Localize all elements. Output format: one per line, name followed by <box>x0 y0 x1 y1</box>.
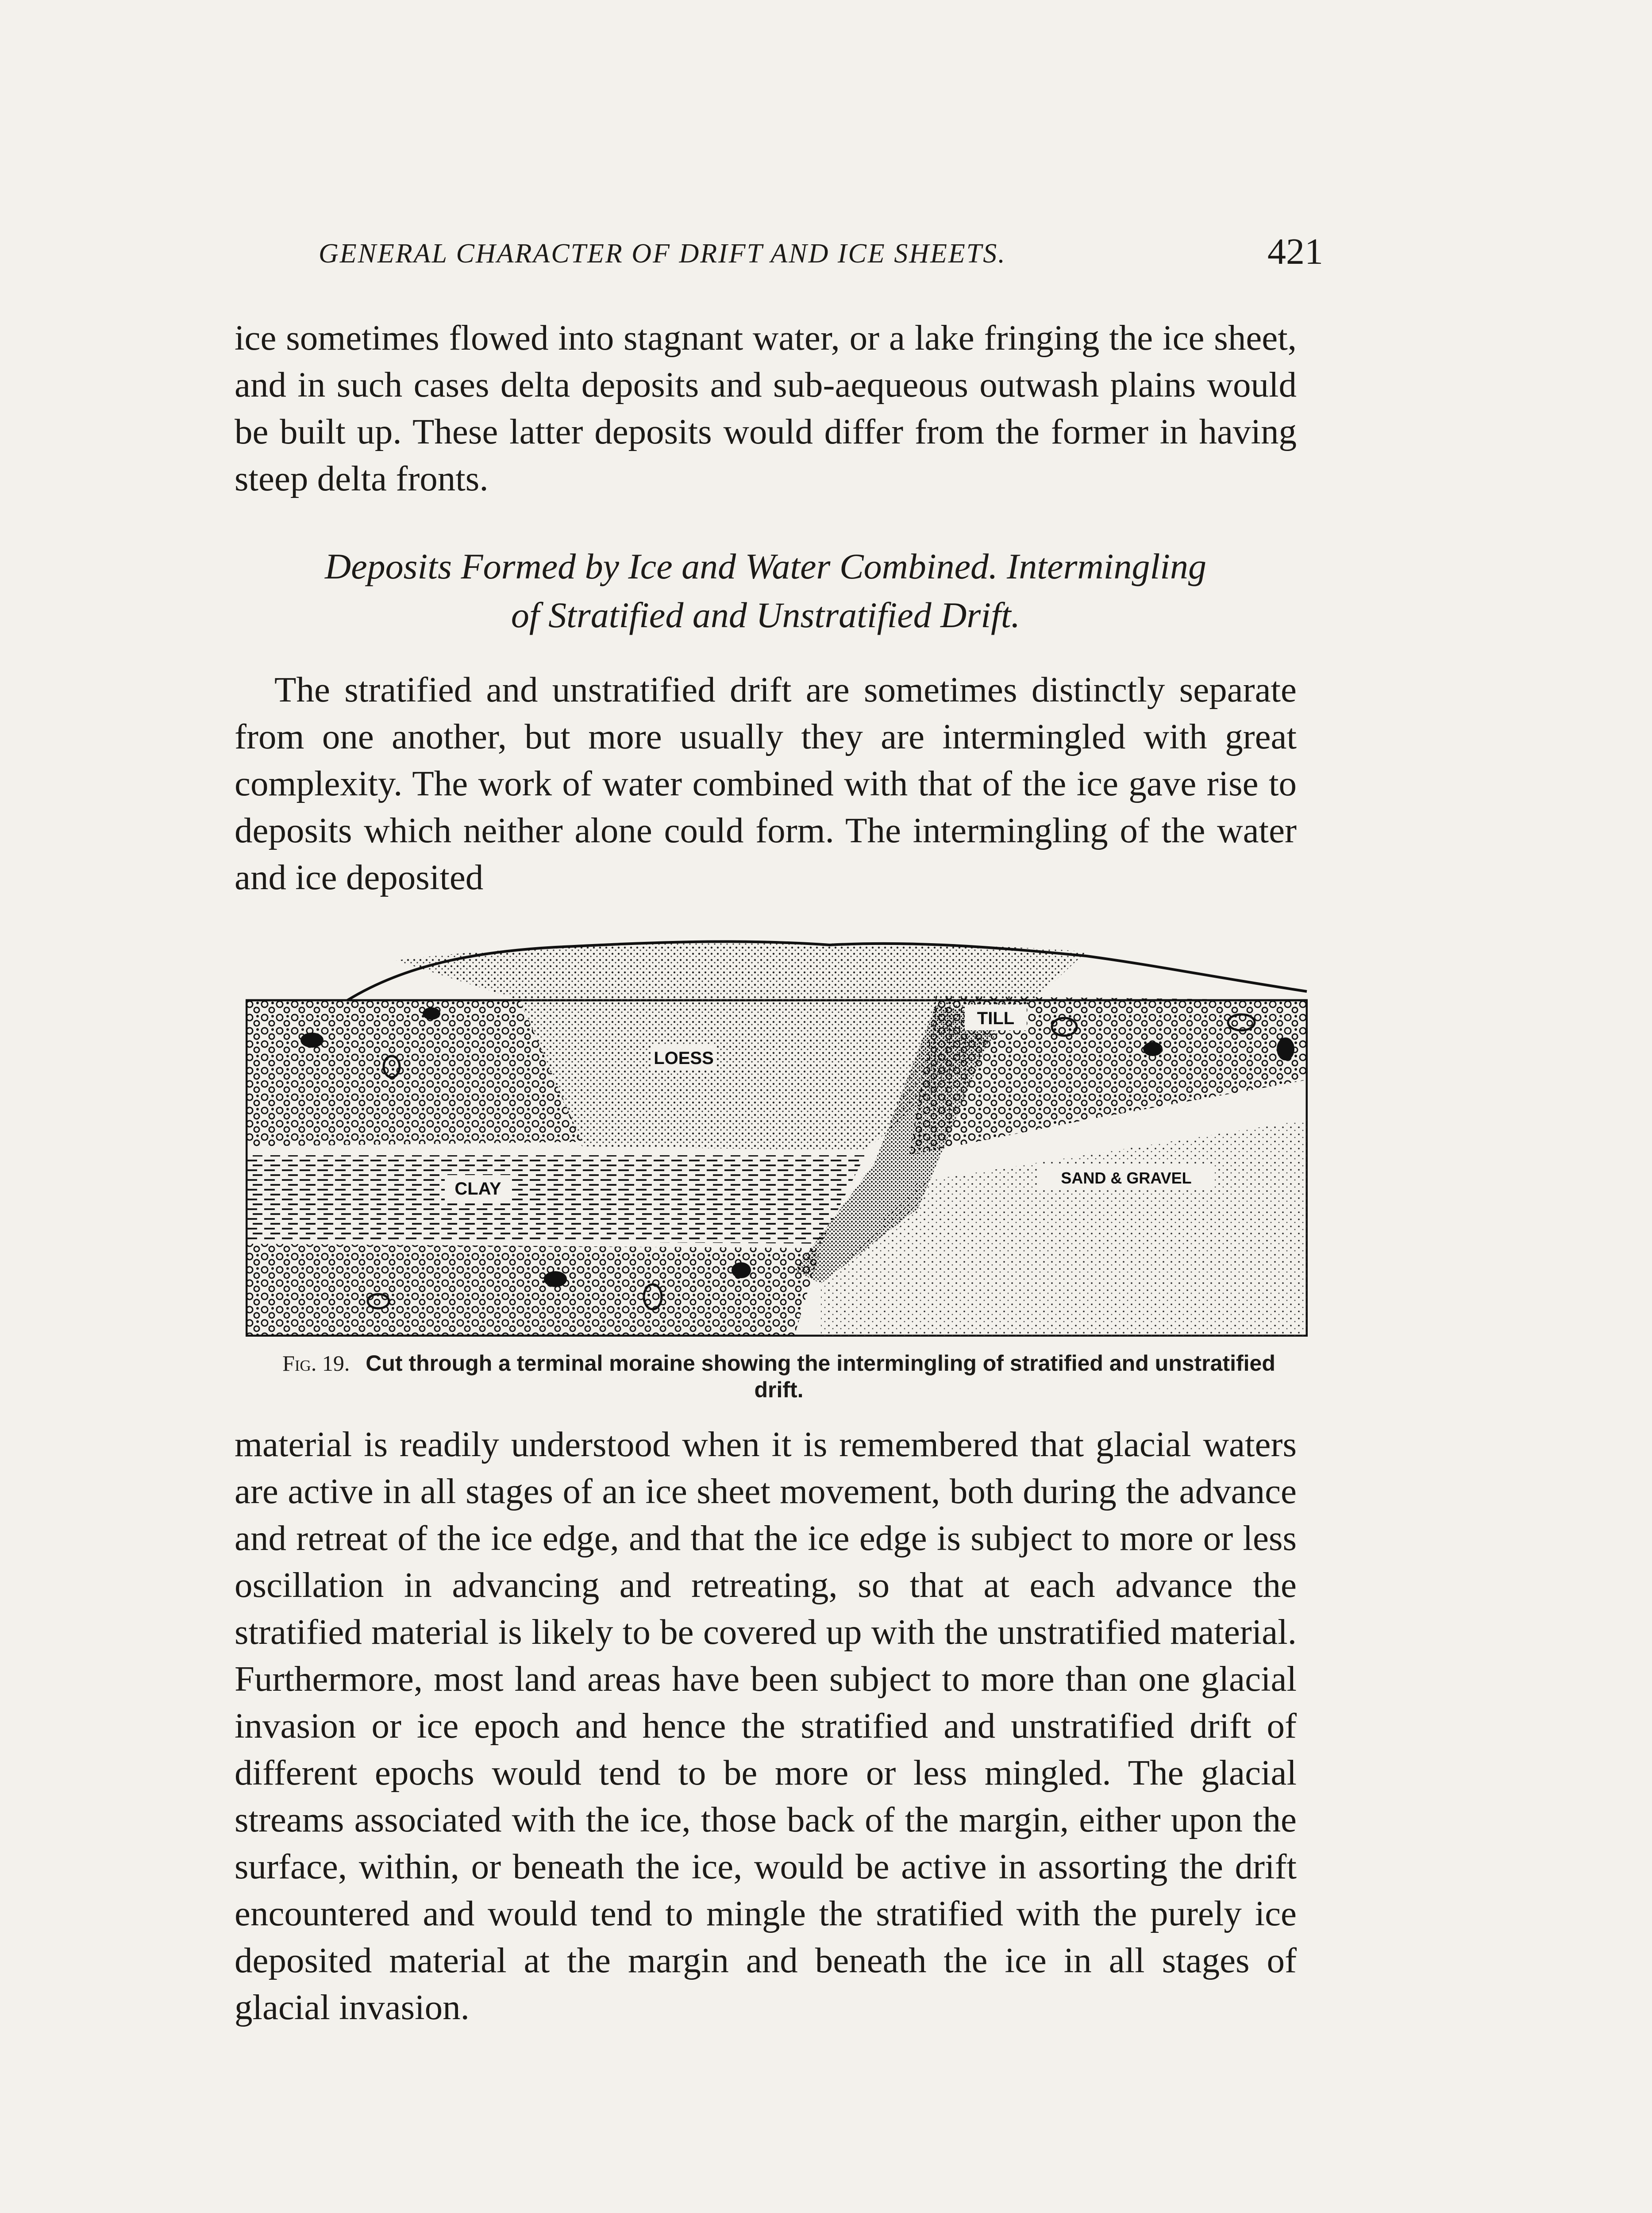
figure-caption-text: Cut through a terminal moraine showing the intermingling of stratified and unstratified drift. <box>366 1351 1275 1402</box>
section-heading-line-2: of Stratified and Unstratified Drift. <box>511 595 1020 635</box>
clay-region <box>246 1155 865 1244</box>
paragraph-glacial-waters <box>235 1421 1297 2031</box>
moraine-illustration <box>246 934 1308 1337</box>
label-sand-gravel: SAND & GRAVEL <box>1061 1169 1192 1187</box>
paragraph-text: material is readily understood when it is remembered that glacial waters are active in all stages of an ice sheet movement, both during the advance and retreat of the ice edge, and that the ice edge is subject to more or less oscillation in advancing and retreating, so that at each advance the stratified material is likely to be covered up with the unstratified material. Furthermore, most land areas have been subject to more than one glacial invasion or ice epoch and hence the stratified and unstratified drift of different epochs would tend to be more or less mingled. The glacial streams associated with the ice, those back of the margin, either upon the surface, within, or beneath the ice, would be active in assorting the drift encountered and would tend to mingle the stratified with the purely ice deposited material at the margin and beneath the ice in all stages of glacial invasion. <box>235 1424 1297 2027</box>
label-loess: LOESS <box>654 1049 714 1068</box>
basal-till-region <box>246 1244 821 1336</box>
label-clay: CLAY <box>454 1179 501 1199</box>
figure-caption <box>257 1350 1301 1403</box>
paragraph-continued <box>235 314 1297 502</box>
paragraph-text: ice sometimes flowed into stagnant water, or a lake fringing the ice sheet, and in such cases delta deposits and sub-aequeous outwash plains would be built up. These latter deposits would differ from the former in having steep delta fronts. <box>235 318 1297 498</box>
running-title: GENERAL CHARACTER OF DRIFT AND ICE SHEETS. <box>319 239 1006 269</box>
paragraph-intermingling <box>235 666 1297 901</box>
paragraph-text: The stratified and unstratified drift are sometimes distinctly separate from one another, but more usually they are intermingled with great complexity. The work of water combined with that of the ice gave rise to deposits which neither alone could form. The intermingling of the water and ice deposited <box>235 670 1297 897</box>
label-till: TILL <box>977 1009 1015 1028</box>
section-heading-line-1: Deposits Formed by Ice and Water Combined. Intermingling <box>324 546 1207 586</box>
page-number: 421 <box>1267 231 1323 272</box>
moraine-cross-section-figure <box>246 934 1308 1337</box>
figure-number: Fig. 19. <box>282 1351 350 1376</box>
section-heading <box>235 542 1297 640</box>
running-head <box>319 230 1323 279</box>
